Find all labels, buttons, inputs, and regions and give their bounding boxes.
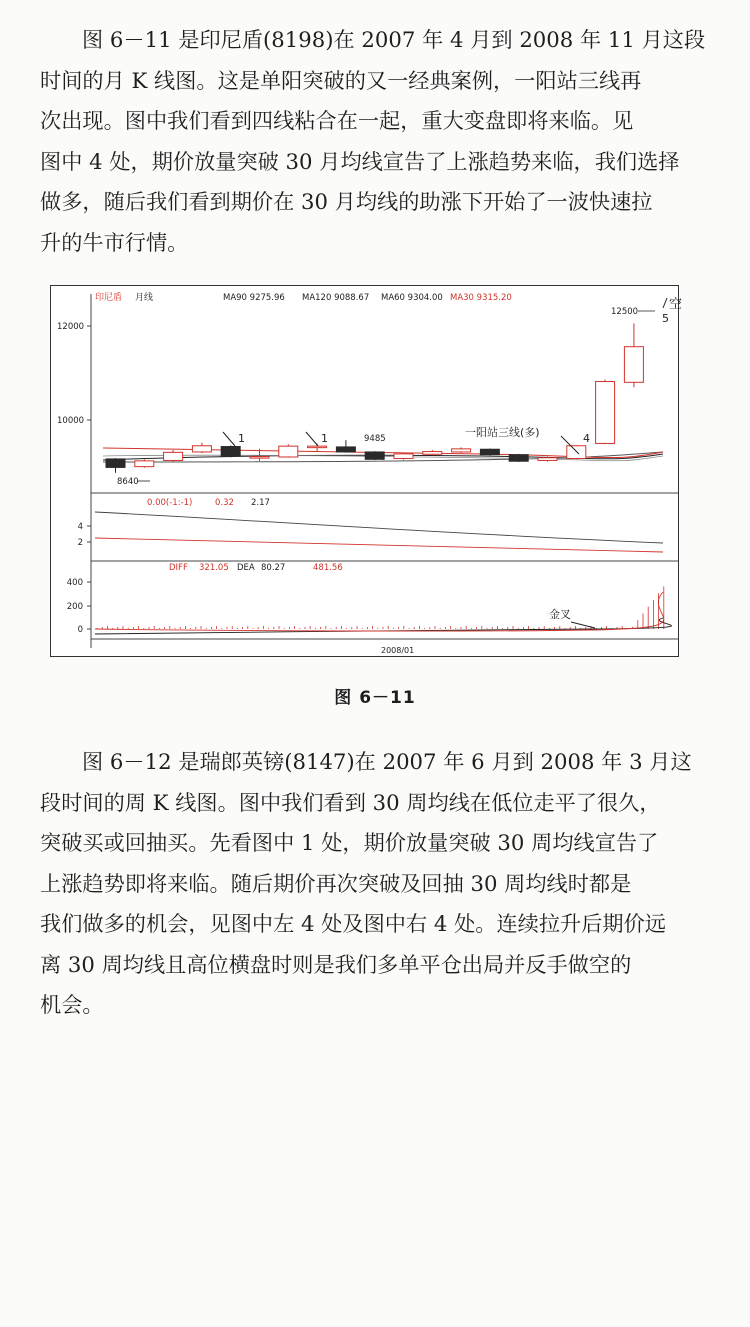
text-line: 我们做多的机会，见图中左 4 处及图中右 4 处。连续拉升后期价远 bbox=[40, 911, 666, 936]
text-line: 突破买或回抽买。先看图中 1 处，期价放量突破 30 周均线宣告了 bbox=[40, 830, 659, 855]
text-line: 图 6－12 是瑞郎英镑(8147)在 2007 年 6 月到 2008 年 3 月这 bbox=[82, 749, 692, 774]
figure-caption: 图 6－11 bbox=[334, 688, 416, 708]
chart-period: 月线 bbox=[135, 293, 154, 303]
vol-header-c: 2.17 bbox=[251, 498, 270, 508]
text-line: 升的牛市行情。 bbox=[40, 229, 189, 255]
macd-dea-label: DEA bbox=[237, 563, 255, 573]
candle-body bbox=[106, 459, 125, 468]
text-line: 离 30 周均线且高位横盘时则是我们多单平仓出局并反手做空的 bbox=[40, 951, 632, 977]
kong-label: 空 bbox=[669, 297, 683, 312]
mark-1b-arrow bbox=[306, 432, 318, 446]
diff-line bbox=[95, 592, 664, 631]
candle-body bbox=[394, 454, 413, 459]
macd-bars bbox=[97, 586, 664, 629]
candles bbox=[106, 323, 643, 472]
candle-body bbox=[538, 458, 557, 461]
text-line: 时间的月 K 线图。这是单阳突破的又一经典案例，一阳站三线再 bbox=[40, 67, 642, 93]
kline-chart-figure bbox=[50, 285, 683, 657]
candle-body bbox=[164, 452, 183, 460]
mark-5-arrow bbox=[663, 298, 667, 308]
jincha-arrow bbox=[571, 622, 595, 628]
tick-label: 0 bbox=[77, 625, 83, 635]
text-line: 上涨趋势即将来临。随后期价再次突破及回抽 30 周均线时都是 bbox=[40, 870, 632, 896]
text-line: 图中 4 处，期价放量突破 30 月均线宣告了上涨趋势来临，我们选择 bbox=[40, 148, 680, 174]
candle-body bbox=[423, 452, 442, 455]
text-line: 机会。 bbox=[40, 992, 104, 1017]
text-line: 段时间的周 K 线图。图中我们看到 30 周均线在低位走平了很久， bbox=[40, 789, 661, 815]
vol-line-2 bbox=[95, 538, 663, 552]
candle-body bbox=[452, 449, 471, 452]
candle-body bbox=[480, 449, 499, 454]
chart-name: 印尼盾 bbox=[95, 293, 123, 303]
paragraph-2 bbox=[40, 742, 716, 1026]
vol-header-a: 0.00(-1:-1) bbox=[147, 498, 193, 508]
tick-label: 400 bbox=[66, 578, 83, 588]
candle-body bbox=[308, 446, 327, 448]
macd-value: 481.56 bbox=[313, 563, 343, 573]
candle-body bbox=[135, 461, 154, 467]
peak-label: 9485 bbox=[364, 434, 386, 444]
date-label: 2008/01 bbox=[381, 646, 415, 655]
text-line: 图 6－11 是印尼盾(8198)在 2007 年 4 月到 2008 年 11 月这段 bbox=[82, 27, 706, 52]
jincha-label: 金叉 bbox=[549, 608, 571, 621]
ma90-label: MA90 9275.96 bbox=[223, 293, 285, 303]
text-line: 做多，随后我们看到期价在 30 月均线的助涨下开始了一波快速拉 bbox=[40, 189, 653, 214]
text-line: 次出现。图中我们看到四线粘合在一起，重大变盘即将来临。见 bbox=[40, 108, 634, 133]
candle-body bbox=[336, 447, 355, 452]
mark-4: 4 bbox=[583, 432, 590, 445]
macd-dea-value: 80.27 bbox=[261, 563, 286, 573]
vol-header-b: 0.32 bbox=[215, 498, 234, 508]
paragraph-1 bbox=[40, 20, 716, 263]
candle-body bbox=[509, 455, 528, 462]
candle-body bbox=[279, 446, 298, 457]
tick-label: 4 bbox=[77, 522, 83, 532]
price-axis bbox=[57, 322, 91, 426]
tick-label: 2 bbox=[77, 538, 83, 548]
kline-chart bbox=[51, 286, 683, 656]
tick-label: 10000 bbox=[57, 416, 85, 426]
mark-1a-arrow bbox=[223, 432, 235, 446]
vol-line-1 bbox=[95, 512, 663, 543]
ma60-label: MA60 9304.00 bbox=[381, 293, 443, 303]
candle-body bbox=[624, 347, 643, 383]
mark-1a: 1 bbox=[238, 432, 245, 445]
low-label: 8640 bbox=[117, 477, 139, 487]
candle-body bbox=[250, 457, 269, 459]
macd-diff-value: 321.05 bbox=[199, 563, 229, 573]
candle-body bbox=[221, 447, 240, 457]
candle-body bbox=[192, 446, 211, 452]
candle-body bbox=[596, 382, 615, 444]
candle-body bbox=[365, 452, 384, 459]
macd-diff-label: DIFF bbox=[169, 563, 188, 573]
yiyang-label: 一阳站三线(多) bbox=[465, 426, 540, 439]
mark-1b: 1 bbox=[321, 432, 328, 445]
high-label: 12500 bbox=[611, 307, 639, 317]
ma120-label: MA120 9088.67 bbox=[302, 293, 370, 303]
tick-label: 12000 bbox=[57, 322, 85, 332]
tick-label: 200 bbox=[66, 602, 83, 612]
mark-5: 5 bbox=[662, 312, 669, 325]
candle-body bbox=[567, 446, 586, 459]
ma30-label: MA30 9315.20 bbox=[450, 293, 512, 303]
